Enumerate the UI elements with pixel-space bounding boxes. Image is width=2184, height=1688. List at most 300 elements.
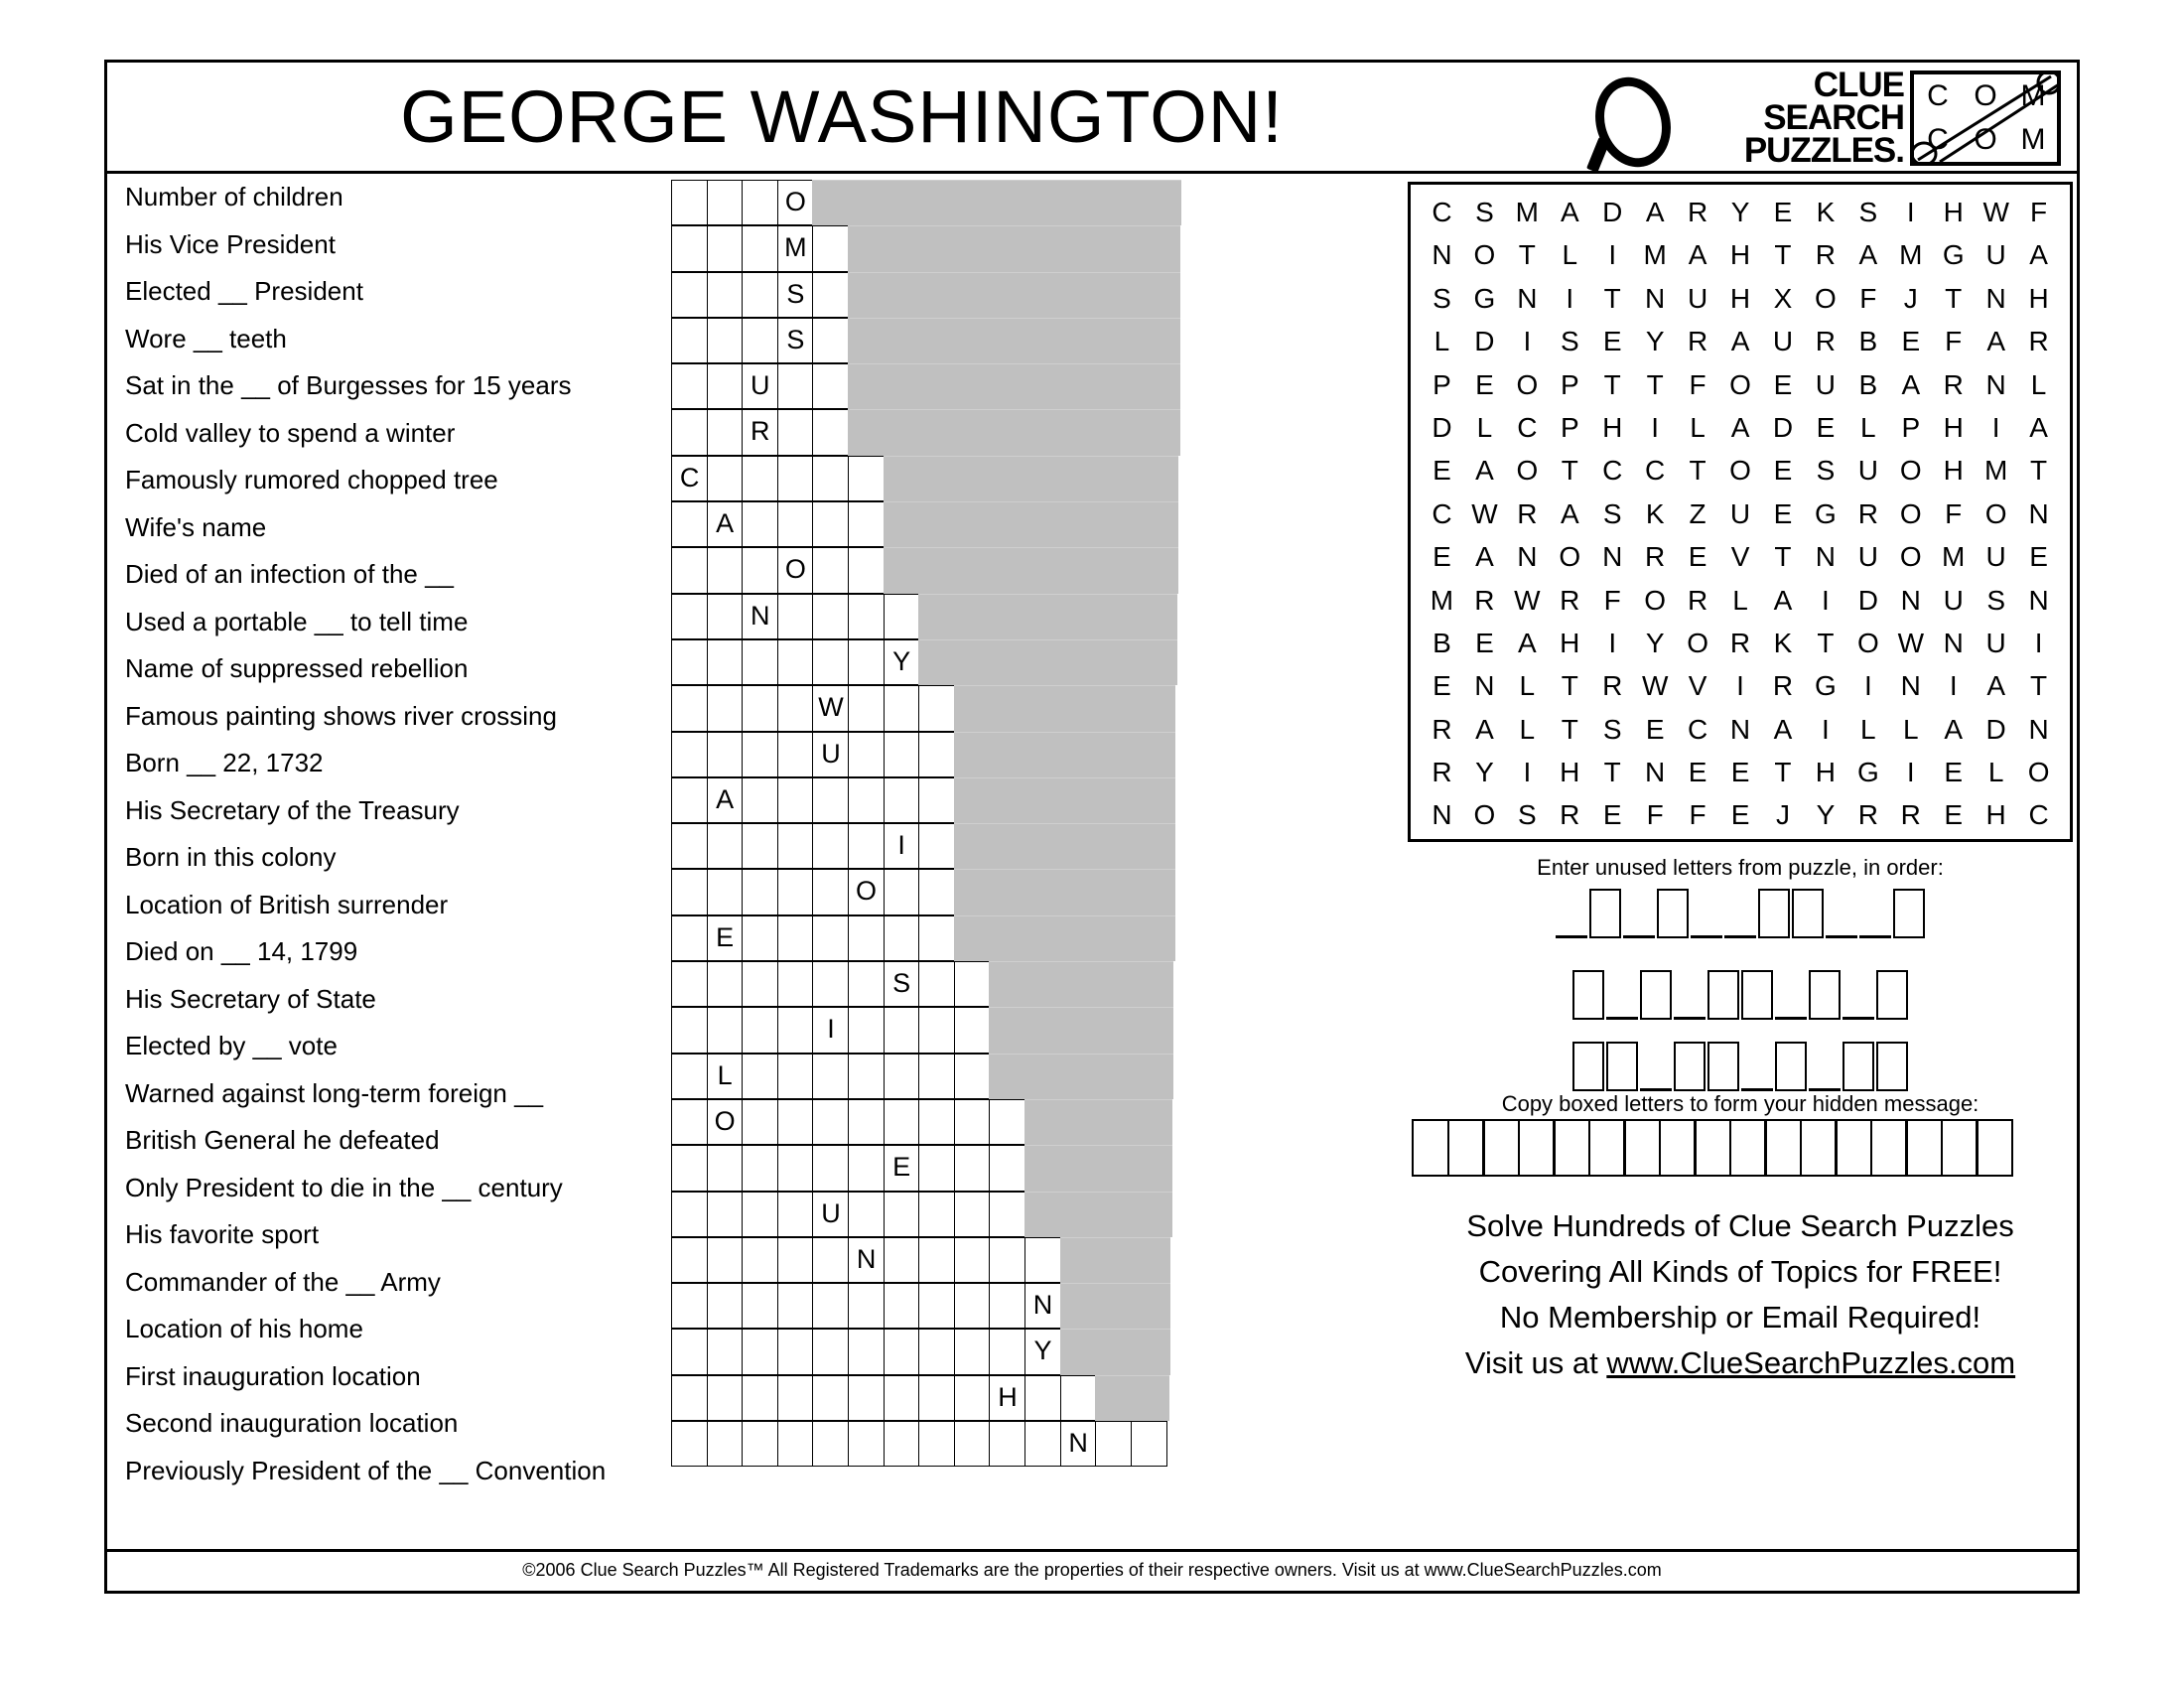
word-search-letter[interactable]: A — [1560, 497, 1579, 529]
crossword-cell[interactable]: R — [742, 409, 778, 455]
word-search-letter[interactable]: F — [1689, 799, 1706, 831]
word-search-letter[interactable]: H — [1815, 757, 1837, 788]
crossword-cell[interactable] — [777, 685, 814, 731]
word-search-letter[interactable]: O — [1815, 282, 1837, 314]
word-search-letter[interactable]: S — [1858, 197, 1878, 227]
word-search-letter[interactable]: I — [2034, 627, 2043, 658]
word-search-letter[interactable]: U — [1857, 455, 1878, 487]
crossword-cell[interactable] — [671, 685, 708, 731]
crossword-cell[interactable]: I — [884, 823, 920, 869]
hidden-message-box[interactable] — [1764, 1119, 1802, 1177]
word-search-letter[interactable]: E — [1901, 326, 1921, 357]
crossword-cell[interactable] — [848, 1375, 885, 1421]
crossword-cell[interactable] — [918, 1421, 955, 1467]
word-search-letter[interactable]: I — [1608, 239, 1617, 271]
crossword-cell[interactable] — [671, 1237, 708, 1283]
answer-box[interactable] — [1572, 1042, 1604, 1091]
crossword-cell[interactable] — [671, 915, 708, 961]
word-search-letter[interactable]: S — [1518, 799, 1537, 831]
answer-line-3[interactable] — [1398, 1030, 2083, 1091]
crossword-cell[interactable] — [989, 1237, 1025, 1283]
crossword-cell[interactable] — [742, 1283, 778, 1329]
word-search-letter[interactable]: A — [2029, 239, 2048, 271]
crossword-cell[interactable] — [707, 318, 744, 363]
crossword-cell[interactable] — [848, 1099, 885, 1145]
crossword-cell[interactable]: O — [777, 180, 814, 225]
word-search-letter[interactable]: E — [1645, 713, 1665, 745]
crossword-cell[interactable] — [954, 1145, 991, 1191]
word-search-letter[interactable]: A — [1986, 670, 2005, 702]
crossword-cell[interactable] — [742, 1329, 778, 1374]
hidden-message-box[interactable] — [1835, 1119, 1872, 1177]
crossword-cell[interactable] — [742, 685, 778, 731]
word-search-letter[interactable]: C — [1645, 455, 1666, 487]
word-search-letter[interactable]: U — [1985, 239, 2006, 271]
crossword-cell[interactable] — [812, 501, 849, 547]
word-search-letter[interactable]: N — [1517, 282, 1538, 314]
word-search-letter[interactable]: O — [1899, 541, 1922, 573]
word-search-letter[interactable]: E — [1688, 541, 1707, 573]
crossword-cell[interactable] — [671, 823, 708, 869]
word-search-letter[interactable]: T — [1603, 368, 1621, 400]
word-search-letter[interactable]: L — [1433, 326, 1450, 357]
crossword-cell[interactable] — [884, 1237, 920, 1283]
crossword-cell[interactable] — [884, 915, 920, 961]
crossword-cell[interactable] — [848, 732, 885, 777]
crossword-cell[interactable] — [671, 1329, 708, 1374]
word-search-letter[interactable]: U — [1772, 326, 1794, 357]
word-search-letter[interactable]: R — [1645, 541, 1666, 573]
answer-blank[interactable] — [1674, 970, 1706, 1020]
crossword-cell[interactable] — [848, 1054, 885, 1099]
word-search-letter[interactable]: M — [1899, 239, 1923, 271]
word-search-letter[interactable]: E — [1475, 368, 1494, 400]
crossword-cell[interactable] — [954, 1099, 991, 1145]
word-search-letter[interactable]: L — [1519, 713, 1536, 745]
crossword-cell[interactable] — [777, 1099, 814, 1145]
word-search-letter[interactable]: E — [1773, 497, 1793, 529]
word-search-letter[interactable]: T — [1561, 713, 1578, 745]
word-search-letter[interactable]: N — [1517, 541, 1538, 573]
crossword-cell[interactable] — [1095, 1421, 1132, 1467]
word-search-letter[interactable]: N — [1474, 670, 1495, 702]
hidden-message-box[interactable] — [1623, 1119, 1661, 1177]
word-search-letter[interactable]: R — [1602, 670, 1623, 702]
word-search-letter[interactable]: T — [1817, 627, 1835, 658]
crossword-cell[interactable] — [848, 1421, 885, 1467]
crossword-cell[interactable] — [777, 1054, 814, 1099]
answer-box[interactable] — [1893, 889, 1925, 938]
website-link[interactable]: www.ClueSearchPuzzles.com — [1606, 1345, 2016, 1380]
crossword-cell[interactable] — [918, 1375, 955, 1421]
word-search-letter[interactable]: E — [1730, 757, 1750, 788]
answer-blank[interactable] — [1691, 889, 1722, 938]
crossword-cell[interactable]: A — [707, 501, 744, 547]
crossword-cell[interactable]: U — [812, 732, 849, 777]
word-search-letter[interactable]: V — [1688, 670, 1707, 702]
crossword-cell[interactable] — [742, 456, 778, 501]
crossword-cell[interactable] — [954, 1192, 991, 1237]
answer-box[interactable] — [1809, 970, 1841, 1020]
crossword-cell[interactable] — [918, 823, 955, 869]
hidden-message-box[interactable] — [1659, 1119, 1697, 1177]
crossword-cell[interactable] — [671, 1192, 708, 1237]
crossword-cell[interactable] — [812, 961, 849, 1007]
word-search-letter[interactable]: B — [1433, 627, 1451, 658]
word-search-letter[interactable]: H — [1985, 799, 2006, 831]
word-search-letter[interactable]: N — [1645, 757, 1666, 788]
answer-box[interactable] — [1758, 889, 1790, 938]
crossword-cell[interactable] — [954, 1237, 991, 1283]
answer-line-2[interactable] — [1398, 958, 2083, 1020]
word-search-letter[interactable]: J — [1903, 282, 1918, 314]
crossword-cell[interactable] — [742, 777, 778, 823]
word-search-letter[interactable]: F — [1945, 326, 1963, 357]
crossword-cell[interactable] — [812, 363, 849, 409]
crossword-cell[interactable] — [671, 363, 708, 409]
crossword-cell[interactable] — [671, 272, 708, 318]
word-search-letter[interactable]: I — [1608, 627, 1617, 658]
crossword-cell[interactable]: U — [812, 1192, 849, 1237]
word-search-letter[interactable]: R — [1687, 197, 1708, 227]
crossword-cell[interactable] — [777, 1007, 814, 1053]
crossword-cell[interactable] — [671, 1421, 708, 1467]
crossword-cell[interactable] — [671, 594, 708, 639]
word-search-letter[interactable]: D — [1985, 713, 2006, 745]
word-search-letter[interactable]: N — [2028, 497, 2049, 529]
word-search-letter[interactable]: T — [1774, 541, 1792, 573]
crossword-cell[interactable] — [954, 1007, 991, 1053]
word-search-letter[interactable]: R — [1560, 799, 1580, 831]
word-search-letter[interactable]: O — [1473, 239, 1496, 271]
word-search-letter[interactable]: A — [1986, 326, 2005, 357]
crossword-cell[interactable] — [671, 1283, 708, 1329]
crossword-cell[interactable] — [742, 961, 778, 1007]
word-search-letter[interactable]: G — [1473, 282, 1496, 314]
crossword-cell[interactable] — [707, 594, 744, 639]
crossword-cell[interactable]: O — [777, 547, 814, 593]
word-search-letter[interactable]: U — [1985, 541, 2006, 573]
crossword-cell[interactable] — [742, 1375, 778, 1421]
crossword-cell[interactable] — [707, 1283, 744, 1329]
hidden-message-box[interactable] — [1482, 1119, 1520, 1177]
crossword-cell[interactable] — [812, 823, 849, 869]
word-search-letter[interactable]: R — [2028, 326, 2049, 357]
word-search-letter[interactable]: I — [1523, 326, 1532, 357]
crossword-cell[interactable] — [742, 869, 778, 914]
crossword-cell[interactable]: N — [1024, 1283, 1061, 1329]
word-search-letter[interactable]: C — [1602, 455, 1623, 487]
crossword-cell[interactable] — [671, 1099, 708, 1145]
word-search-letter[interactable]: N — [1943, 627, 1964, 658]
word-search-letter[interactable]: E — [1688, 757, 1707, 788]
crossword-cell[interactable] — [954, 1329, 991, 1374]
word-search-letter[interactable]: E — [1944, 757, 1964, 788]
word-search-letter[interactable]: T — [1774, 757, 1792, 788]
word-search-letter[interactable]: L — [2030, 368, 2047, 400]
word-search-letter[interactable]: T — [2030, 670, 2048, 702]
crossword-cell[interactable] — [812, 409, 849, 455]
word-search-letter[interactable]: R — [1474, 584, 1495, 616]
crossword-cell[interactable]: Y — [1024, 1329, 1061, 1374]
crossword-cell[interactable] — [848, 501, 885, 547]
crossword-cell[interactable] — [812, 456, 849, 501]
crossword-cell[interactable] — [812, 547, 849, 593]
crossword-cell[interactable] — [989, 1329, 1025, 1374]
crossword-cell[interactable] — [848, 1283, 885, 1329]
crossword-cell[interactable] — [848, 594, 885, 639]
word-search-letter[interactable]: K — [1816, 197, 1836, 227]
crossword-cell[interactable] — [777, 1283, 814, 1329]
word-search-letter[interactable]: A — [1688, 239, 1707, 271]
crossword-cell[interactable] — [812, 1145, 849, 1191]
crossword-cell[interactable] — [848, 1145, 885, 1191]
word-search-letter[interactable]: R — [1772, 670, 1794, 702]
crossword-cell[interactable] — [884, 594, 920, 639]
word-search-letter[interactable]: A — [1858, 239, 1878, 271]
crossword-cell[interactable] — [918, 1054, 955, 1099]
word-search-letter[interactable]: O — [1559, 541, 1581, 573]
crossword-cell[interactable] — [707, 869, 744, 914]
hidden-message-box[interactable] — [1553, 1119, 1590, 1177]
crossword-cell[interactable] — [777, 501, 814, 547]
crossword-cell[interactable] — [812, 1099, 849, 1145]
crossword-cell[interactable] — [884, 1329, 920, 1374]
word-search-letter[interactable]: R — [1687, 584, 1708, 616]
word-search-letter[interactable]: R — [1900, 799, 1921, 831]
word-search-letter[interactable]: R — [1432, 713, 1452, 745]
crossword-cell[interactable] — [777, 1375, 814, 1421]
crossword-cell[interactable] — [989, 1283, 1025, 1329]
answer-box[interactable] — [1640, 970, 1672, 1020]
crossword-cell[interactable] — [742, 1237, 778, 1283]
crossword-cell[interactable] — [707, 1237, 744, 1283]
crossword-cell[interactable] — [777, 409, 814, 455]
word-search-letter[interactable]: T — [1689, 455, 1706, 487]
crossword-cell[interactable]: N — [742, 594, 778, 639]
answer-blank[interactable] — [1775, 970, 1807, 1020]
crossword-cell[interactable] — [742, 1054, 778, 1099]
word-search-letter[interactable]: A — [2029, 411, 2048, 443]
crossword-cell[interactable] — [848, 777, 885, 823]
word-search-letter[interactable]: L — [1519, 670, 1536, 702]
word-search-letter[interactable]: C — [1517, 411, 1538, 443]
crossword-cell[interactable] — [884, 1283, 920, 1329]
answer-blank[interactable] — [1741, 1042, 1773, 1091]
word-search-letter[interactable]: L — [1902, 713, 1919, 745]
word-search-letter[interactable]: J — [1775, 799, 1790, 831]
word-search-letter[interactable]: T — [1603, 757, 1621, 788]
crossword-cell[interactable] — [742, 501, 778, 547]
hidden-message-box[interactable] — [1905, 1119, 1943, 1177]
word-search-letter[interactable]: A — [1730, 411, 1750, 443]
crossword-cell[interactable] — [707, 272, 744, 318]
crossword-cell[interactable]: A — [707, 777, 744, 823]
crossword-cell[interactable] — [707, 1007, 744, 1053]
word-search-letter[interactable]: C — [1432, 497, 1452, 529]
word-search-letter[interactable]: S — [1986, 584, 2005, 616]
word-search-letter[interactable]: N — [1985, 282, 2006, 314]
word-search-letter[interactable]: M — [1983, 455, 2008, 487]
word-search-letter[interactable]: P — [1560, 368, 1579, 400]
word-search-letter[interactable]: F — [1603, 584, 1621, 616]
crossword-cell[interactable] — [777, 961, 814, 1007]
hidden-message-box[interactable] — [1447, 1119, 1485, 1177]
answer-blank[interactable] — [1859, 889, 1891, 938]
crossword-cell[interactable] — [707, 639, 744, 685]
answer-blank[interactable] — [1724, 889, 1756, 938]
crossword-cell[interactable]: U — [742, 363, 778, 409]
word-search-letter[interactable]: E — [1944, 799, 1964, 831]
word-search-letter[interactable]: U — [1943, 584, 1964, 616]
word-search-letter[interactable]: T — [1518, 239, 1536, 271]
word-search-letter[interactable]: A — [1645, 197, 1665, 227]
word-search-letter[interactable]: T — [1774, 239, 1792, 271]
hidden-message-box[interactable] — [1941, 1119, 1979, 1177]
word-search-letter[interactable]: R — [1687, 326, 1708, 357]
crossword-cell[interactable]: O — [848, 869, 885, 914]
crossword-cell[interactable] — [848, 1007, 885, 1053]
crossword-cell[interactable] — [707, 1329, 744, 1374]
crossword-cell[interactable] — [777, 1329, 814, 1374]
hidden-message-box[interactable] — [1729, 1119, 1767, 1177]
hidden-message-box[interactable] — [1412, 1119, 1449, 1177]
word-search-letter[interactable]: A — [1773, 584, 1793, 616]
word-search-letter[interactable]: N — [1432, 239, 1452, 271]
word-search-letter[interactable]: T — [1646, 368, 1664, 400]
crossword-cell[interactable] — [989, 1099, 1025, 1145]
crossword-cell[interactable] — [848, 823, 885, 869]
crossword-cell[interactable] — [742, 1007, 778, 1053]
crossword-cell[interactable] — [742, 1421, 778, 1467]
answer-box[interactable] — [1775, 1042, 1807, 1091]
crossword-cell[interactable]: S — [777, 272, 814, 318]
crossword-cell[interactable] — [742, 823, 778, 869]
word-search-letter[interactable]: W — [1897, 627, 1924, 658]
crossword-cell[interactable] — [777, 1145, 814, 1191]
word-search-letter[interactable]: A — [1475, 455, 1494, 487]
word-search-letter[interactable]: N — [1900, 670, 1921, 702]
word-search-letter[interactable]: C — [1432, 197, 1452, 227]
word-search-letter[interactable]: R — [1560, 584, 1580, 616]
crossword-cell[interactable] — [848, 1192, 885, 1237]
crossword-cell[interactable] — [989, 1421, 1025, 1467]
crossword-cell[interactable] — [742, 1192, 778, 1237]
answer-blank[interactable] — [1556, 889, 1587, 938]
word-search-letter[interactable]: G — [1856, 757, 1879, 788]
crossword-cell[interactable] — [848, 456, 885, 501]
word-search-letter[interactable]: N — [2028, 584, 2049, 616]
crossword-cell[interactable] — [918, 869, 955, 914]
crossword-cell[interactable] — [1131, 1421, 1167, 1467]
word-search-letter[interactable]: W — [1514, 584, 1541, 616]
word-search-letter[interactable]: D — [1602, 197, 1623, 227]
crossword-cell[interactable] — [812, 639, 849, 685]
crossword-cell[interactable]: H — [989, 1375, 1025, 1421]
word-search-letter[interactable]: H — [1943, 455, 1964, 487]
crossword-cell[interactable] — [884, 869, 920, 914]
crossword-cell[interactable] — [742, 318, 778, 363]
word-search-letter[interactable]: F — [1859, 282, 1877, 314]
promo-line-4[interactable] — [1398, 1345, 2083, 1381]
crossword-cell[interactable] — [671, 225, 708, 271]
crossword-cell[interactable] — [812, 777, 849, 823]
crossword-cell[interactable]: S — [884, 961, 920, 1007]
crossword-cell[interactable] — [954, 1421, 991, 1467]
word-search-letter[interactable]: N — [1900, 584, 1921, 616]
word-search-letter[interactable]: E — [1433, 541, 1451, 573]
word-search-letter[interactable]: C — [2028, 799, 2049, 831]
word-search-letter[interactable]: U — [1857, 541, 1878, 573]
word-search-letter[interactable]: O — [1729, 368, 1751, 400]
crossword-cell[interactable] — [918, 685, 955, 731]
crossword-cell[interactable] — [777, 823, 814, 869]
answer-blank[interactable] — [1623, 889, 1655, 938]
crossword-cell[interactable] — [812, 225, 849, 271]
crossword-cell[interactable] — [1024, 1421, 1061, 1467]
word-search-letter[interactable]: O — [2027, 757, 2050, 788]
crossword-cell[interactable] — [812, 915, 849, 961]
crossword-cell[interactable] — [742, 639, 778, 685]
hidden-message-box[interactable] — [1588, 1119, 1626, 1177]
crossword-cell[interactable]: S — [777, 318, 814, 363]
word-search-letter[interactable]: O — [1729, 455, 1751, 487]
crossword-cell[interactable] — [918, 777, 955, 823]
crossword-cell[interactable] — [954, 1054, 991, 1099]
crossword-cell[interactable] — [671, 639, 708, 685]
crossword-cell[interactable] — [989, 1192, 1025, 1237]
word-search-letter[interactable]: H — [1943, 197, 1964, 227]
crossword-cell[interactable] — [884, 1375, 920, 1421]
crossword-cell[interactable] — [742, 225, 778, 271]
crossword-cell[interactable] — [812, 1375, 849, 1421]
crossword-cell[interactable] — [671, 1375, 708, 1421]
word-search-letter[interactable]: N — [1985, 368, 2006, 400]
word-search-letter[interactable]: G — [1815, 670, 1837, 702]
word-search-letter[interactable]: N — [1815, 541, 1837, 573]
answer-blank[interactable] — [1843, 970, 1874, 1020]
crossword-cell[interactable] — [812, 1329, 849, 1374]
crossword-cell[interactable] — [1024, 1237, 1061, 1283]
word-search-letter[interactable]: O — [1984, 497, 2007, 529]
word-search-letter[interactable]: A — [1773, 713, 1793, 745]
answer-box[interactable] — [1572, 970, 1604, 1020]
word-search-letter[interactable]: S — [1475, 197, 1494, 227]
word-search-letter[interactable]: O — [1687, 627, 1708, 658]
answer-box[interactable] — [1589, 889, 1621, 938]
answer-blank[interactable] — [1606, 970, 1638, 1020]
word-search-letter[interactable]: Y — [1475, 757, 1494, 788]
word-search-letter[interactable]: N — [1432, 799, 1452, 831]
crossword-cell[interactable] — [777, 777, 814, 823]
crossword-cell[interactable] — [707, 547, 744, 593]
word-search-letter[interactable]: H — [2028, 282, 2049, 314]
crossword-cell[interactable] — [671, 1007, 708, 1053]
crossword-cell[interactable] — [1024, 1375, 1061, 1421]
word-search-letter[interactable]: R — [1857, 799, 1878, 831]
word-search-letter[interactable]: H — [1602, 411, 1623, 443]
word-search-letter[interactable]: H — [1560, 627, 1580, 658]
crossword-cell[interactable] — [742, 1099, 778, 1145]
crossword-cell[interactable] — [884, 1099, 920, 1145]
answer-blank[interactable] — [1826, 889, 1857, 938]
word-search-letter[interactable]: E — [1602, 799, 1622, 831]
word-search-letter[interactable]: I — [1736, 670, 1744, 702]
word-search-letter[interactable]: H — [1560, 757, 1580, 788]
answer-box[interactable] — [1707, 970, 1739, 1020]
word-search-letter[interactable]: O — [1473, 799, 1496, 831]
crossword-cell[interactable] — [742, 180, 778, 225]
